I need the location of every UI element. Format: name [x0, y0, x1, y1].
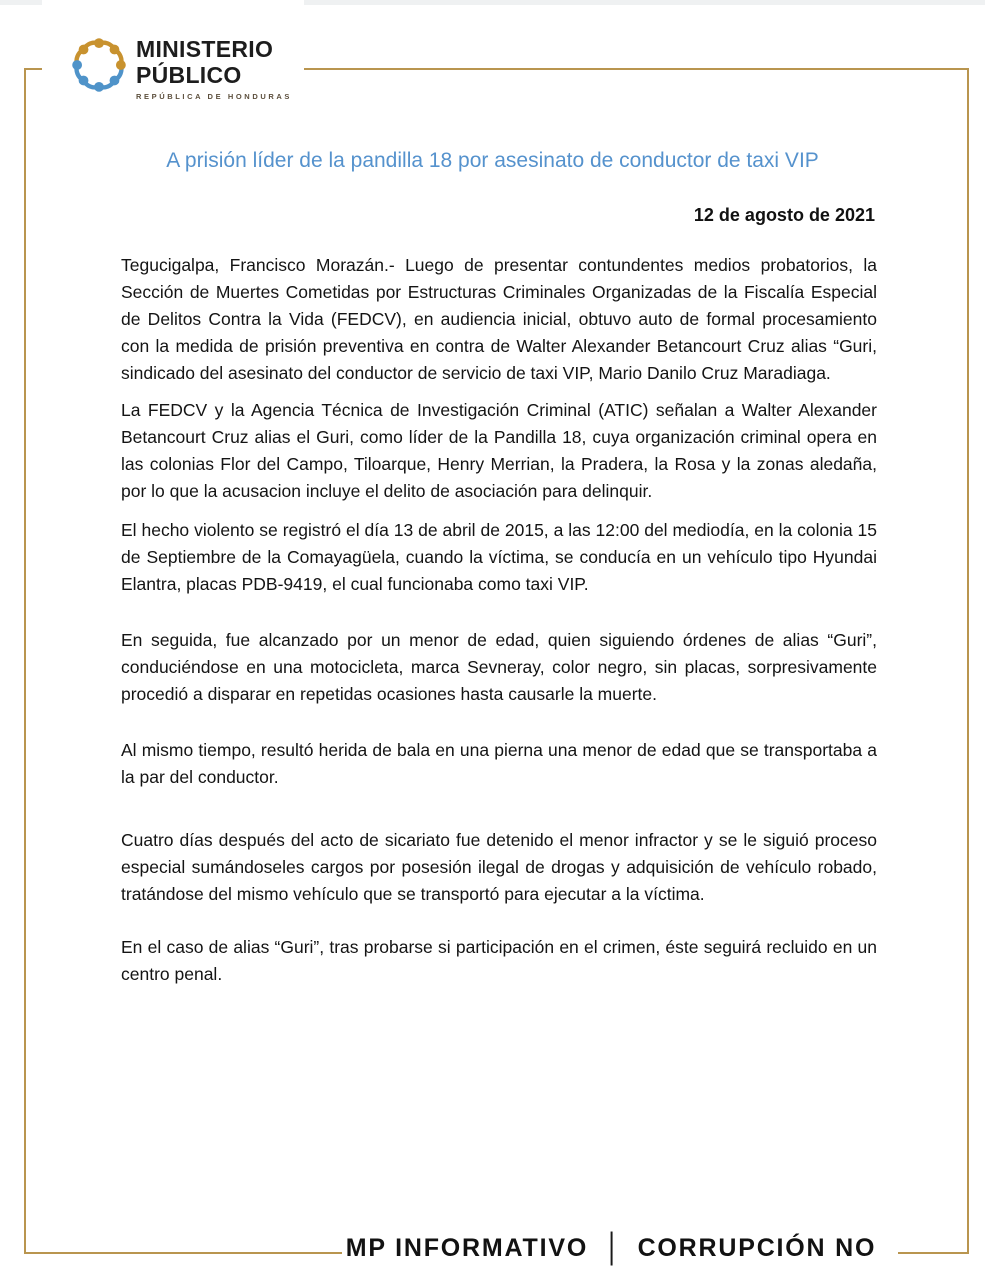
footer-banner [342, 1226, 898, 1270]
article-paragraph: Al mismo tiempo, resultó herida de bala en una pierna una menor de edad que se transportaba a la par del conductor. [121, 740, 877, 787]
article-paragraph: Tegucigalpa, Francisco Morazán.- Luego de presentar contundentes medios probatorios, la Sección de Muertes Cometidas por Estructuras Criminales Organizadas de la Fiscalía Especial de Delitos Contra la Vida (FEDCV), en audiencia inicial, obtuvo auto de formal procesamiento con la medida de prisión preventiva en contra de Walter Alexander Betancourt Cruz alias “Guri, sindicado del asesinato del conductor de servicio de taxi VIP, Mario Danilo Cruz Maradiaga. [121, 255, 877, 383]
article-paragraph: En seguida, fue alcanzado por un menor de edad, quien siguiendo órdenes de alias “Guri”, conduciéndose en una motocicleta, marca Sevneray, color negro, sin placas, sorpresivamente procedió a disparar en repetidas ocasiones hasta causarle la muerte. [121, 630, 877, 704]
article-body [121, 252, 877, 988]
article-paragraph: Cuatro días después del acto de sicariato fue detenido el menor infractor y se le siguió proceso especial sumándoseles cargos por posesión ilegal de drogas y adquisición de vehículo robado, tratándose del mismo vehículo que se transportó para ejecutar a la víctima. [121, 830, 877, 904]
people-circle-icon [64, 30, 134, 100]
footer-separator-bar: │ [604, 1232, 622, 1263]
press-release-title: A prisión líder de la pandilla 18 por asesinato de conductor de taxi VIP [166, 149, 819, 172]
footer-corrupcion-no-label: CORRUPCIÓN NO [637, 1233, 877, 1262]
logo-text [136, 36, 292, 101]
article-paragraph: La FEDCV y la Agencia Técnica de Investigación Criminal (ATIC) señalan a Walter Alexander Betancourt Cruz alias el Guri, como líder de la Pandilla 18, cuya organización criminal opera en las colonias Flor del Campo, Tiloarque, Henry Merrian, la Pradera, la Rosa y la zonas aledaña, por lo que la acusacion incluye el delito de asociación para delinquir. [121, 400, 877, 501]
logo-subtitle: REPÚBLICA DE HONDURAS [136, 92, 292, 101]
ministerio-publico-logo [42, 0, 304, 114]
release-date: 12 de agosto de 2021 [693, 205, 875, 225]
article-paragraph: El hecho violento se registró el día 13 de abril de 2015, a las 12:00 del mediodía, en la colonia 15 de Septiembre de la Comayagüela, cuando la víctima, se conducía en un vehículo tipo Hyundai Elantra, placas PDB-9419, el cual funcionaba como taxi VIP. [121, 520, 877, 594]
logo-title-line2: PÚBLICO [136, 62, 242, 88]
footer-mp-informativo-label: MP INFORMATIVO [345, 1233, 589, 1262]
article-paragraph: En el caso de alias “Guri”, tras probarse si participación en el crimen, éste seguirá recluido en un centro penal. [121, 937, 877, 984]
logo-title-line1: MINISTERIO [136, 36, 274, 62]
